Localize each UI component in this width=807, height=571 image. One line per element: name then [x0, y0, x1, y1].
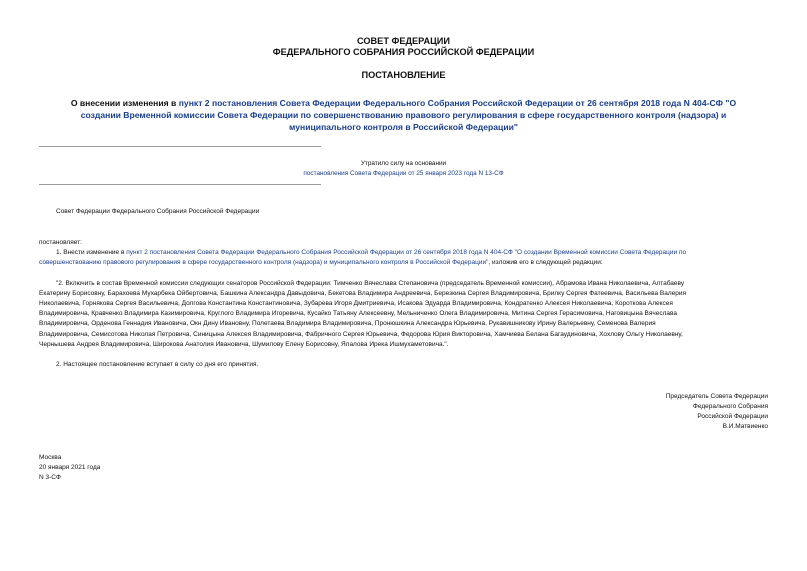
resolves-text: постановляет:: [39, 239, 82, 246]
quote-line: Владимировича, Кравченко Владимира Казимировича, Круглого Владимира Игоревича, Кусайко Татьяну Алексеевну, Мельниченко Олега Владимировича, Митина Сергея Герасимовича, Наговицына Вячеслава: [39, 310, 677, 318]
council-name: СОВЕТ ФЕДЕРАЦИИ: [357, 36, 450, 46]
quote-line: Николаевича, Горнякова Сергея Васильевича, Долгова Константина Константиновича, Зубарева Игоря Дмитриевича, Исакова Эдуарда Владимировича, Кондратенко Алексея Николаевича, Короткова Алексея: [39, 300, 673, 308]
amended-point-link[interactable]: пункт 2 постановления Совета Федерации Федерального Собрания Российской Федерации от 26 сентября 2018 года N 404-СФ "О создании Временной комиссии Совета Федерации по: [126, 249, 687, 256]
divider-top: [39, 146, 321, 147]
divider-bottom: [39, 184, 321, 185]
document-title: [60, 97, 747, 133]
paragraph-1-prefix: 1. Внести изменение в: [56, 249, 127, 256]
signatory-position-line-2: Федерального Собрания: [692, 403, 768, 410]
quoted-amendment: [39, 279, 775, 351]
signatory-name: В.И.Матвиенко: [722, 423, 768, 430]
quote-line: Владимировича, Орденова Геннадия Ивановича, Окн Дину Ивановну, Полетаева Владимира Владимировича, Пронюшкина Александра Юрьевича, Рукавишникову Ирину Валерьевну, Семенова Валерия: [39, 320, 656, 328]
status-note-text: Утратило силу на основании: [360, 160, 447, 167]
quote-line: Екатерину Борисовну, Барахоева Мухарбека Ойбертовича, Башкина Александра Давыдовича, Бекетова Владимира Андреевича, Березкина Сергея Владимировича, Брилку Сергея Фатеевича, Васильева Валерия: [39, 290, 687, 298]
quote-line: "2. Включить в состав Временной комиссии следующих сенаторов Российской Федерации: Тимченко Вячеслава Степановича (председатель Временной комиссии), Абрамова Ивана Николаевича, Алтабаеву: [56, 280, 685, 287]
signatory-position-line-1: Председатель Совета Федерации: [665, 393, 768, 400]
title-prefix: О внесении изменения в: [70, 98, 179, 108]
document-number: N 3-СФ: [39, 474, 61, 481]
paragraph-1: [39, 248, 775, 270]
place-of-signing: Москва: [39, 454, 62, 461]
status-note-link[interactable]: постановления Совета Федерации от 25 января 2023 года N 13-СФ: [303, 170, 504, 177]
signatory-position-line-3: Российской Федерации: [697, 413, 768, 420]
intro-text: Совет Федерации Федерального Собрания Российской Федерации: [56, 208, 260, 215]
document-type: ПОСТАНОВЛЕНИЕ: [361, 70, 446, 80]
title-link[interactable]: пункт 2 постановления Совета Федерации Федерального Собрания Российской Федерации от 26 сентября 2018 года N 404-СФ "О создании Временной комиссии Совета Федерации по совершенствованию правового регулирования в сфере государственного контроля (надзора) и муниципального контроля в Российской Федерации": [80, 98, 737, 132]
assembly-name: ФЕДЕРАЛЬНОГО СОБРАНИЯ РОССИЙСКОЙ ФЕДЕРАЦИИ: [272, 47, 535, 57]
quote-line: Чернышева Андрея Владимировича, Широкова Анатолия Ивановича, Шумилову Елену Борисовну, Ялалова Ирека Ишмухаметовича.".: [39, 340, 449, 348]
paragraph-1-line-2: [39, 258, 603, 268]
paragraph-1-line-1: [56, 248, 686, 258]
date-of-signing: 20 января 2021 года: [39, 464, 101, 471]
paragraph-1-suffix: , изложив его в следующей редакции:: [488, 259, 603, 266]
quote-line: Владимировича, Семисотова Николая Петровича, Синицына Алексея Владимировича, Фабричного Сергея Юрьевича, Федорова Юрия Викторовича, Хамчиева Белана Багаудиновича, Хохлову Ольгу Николаевну,: [39, 330, 683, 338]
paragraph-2: 2. Настоящее постановление вступает в силу со дня его принятия.: [56, 361, 259, 368]
amended-point-link-continued[interactable]: совершенствованию правового регулирования в сфере государственного контроля (надзора) и муниципального контроля в Российской Федерации": [39, 259, 489, 266]
